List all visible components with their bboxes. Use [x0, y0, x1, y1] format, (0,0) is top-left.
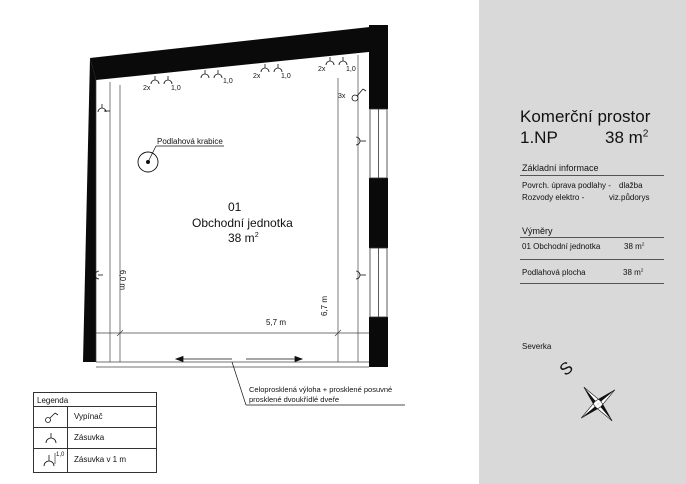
legend-row-socket-1m: [34, 448, 156, 472]
switch-icon: [34, 407, 68, 427]
right-wall-lower: [369, 317, 388, 367]
facade-note-line2: prosklené dvoukřídlé dveře: [249, 395, 340, 404]
facade-note-line1: Celoprosklená výloha + prosklené posuvné: [249, 385, 393, 394]
wall-sockets: [95, 104, 366, 279]
room-area: [228, 231, 259, 245]
top-wall: [90, 25, 388, 80]
legend-title: Legenda: [37, 396, 69, 405]
compass-letter: S: [555, 357, 577, 380]
divider: [520, 175, 664, 176]
room-row-area: [624, 242, 644, 251]
room-area-value: 38 m: [228, 231, 255, 245]
room-row-area-value: 38 m: [624, 242, 642, 251]
switch-icon: [352, 89, 366, 101]
socket-label: 1,0: [281, 73, 291, 80]
divider: [520, 237, 664, 238]
dim-left-height: 6,0 m: [118, 270, 127, 291]
right-wall-middle: [369, 178, 388, 248]
socket-label: 2x: [318, 66, 326, 73]
socket-icon: [339, 61, 347, 65]
floor-area-value: [623, 268, 643, 277]
floor-area-exp: 2: [640, 268, 644, 274]
floor-area-label: Podlahová plocha: [522, 268, 586, 277]
socket-label: 1,0: [223, 78, 233, 85]
panel-title: Komerční prostor: [520, 107, 651, 126]
dim-right-height: 6,7 m: [320, 295, 329, 316]
room-row-name: 01 Obchodní jednotka: [522, 242, 601, 251]
rooms-title: Výměry: [522, 226, 553, 236]
info-row-value: dlažba: [619, 181, 643, 190]
compass-title: Severka: [522, 342, 552, 351]
legend-box: [33, 392, 157, 473]
divider: [520, 259, 664, 260]
dim-width: 5,7 m: [266, 318, 287, 327]
basic-info-title: Základní informace: [522, 163, 599, 173]
panel-floor: 1.NP: [520, 128, 558, 147]
floor-box-icon: [138, 146, 224, 172]
room-number: 01: [228, 200, 242, 214]
legend-row-switch: [34, 406, 156, 427]
room-name: Obchodní jednotka: [192, 216, 293, 230]
socket-label: 1,0: [346, 66, 356, 73]
socket-1m-icon: [34, 449, 68, 472]
socket-icon: [326, 61, 334, 65]
socket-label: 2x: [143, 85, 151, 92]
socket-icon: [201, 74, 209, 78]
sliding-door-arrows: [176, 357, 302, 362]
left-wall: [83, 58, 96, 362]
panel-area-exp: 2: [642, 128, 649, 140]
socket-icon: [164, 80, 172, 84]
switch-label: 3x: [338, 93, 346, 100]
socket-icon: [274, 68, 282, 72]
right-wall-upper: [369, 25, 388, 109]
divider: [520, 283, 664, 284]
info-row-label: Povrch. úprava podlahy -: [522, 181, 611, 190]
legend-symbol-text: 1,0: [56, 452, 65, 458]
socket-icon: [34, 428, 68, 448]
room-area-exp: 2: [254, 230, 259, 239]
info-panel: [479, 0, 686, 484]
floor-box-label: Podlahová krabice: [157, 137, 223, 146]
room-row-area-exp: 2: [641, 242, 645, 248]
socket-icon: [151, 80, 159, 84]
floor-area-value-number: 38 m: [623, 268, 641, 277]
legend-label: Zásuvka: [74, 433, 105, 442]
socket-icon: [214, 74, 222, 78]
info-row-value: viz.půdorys: [609, 193, 650, 202]
legend-label: Zásuvka v 1 m: [74, 455, 127, 464]
panel-area-value: 38 m: [605, 128, 643, 147]
legend-label: Vypínač: [74, 412, 103, 421]
info-row-label: Rozvody elektro -: [522, 193, 585, 202]
socket-icon: [261, 68, 269, 72]
legend-row-socket: [34, 427, 156, 448]
panel-area: [605, 128, 648, 148]
socket-label: 1,0: [171, 85, 181, 92]
socket-label: 2x: [253, 73, 261, 80]
compass-rose-icon: [574, 380, 622, 428]
